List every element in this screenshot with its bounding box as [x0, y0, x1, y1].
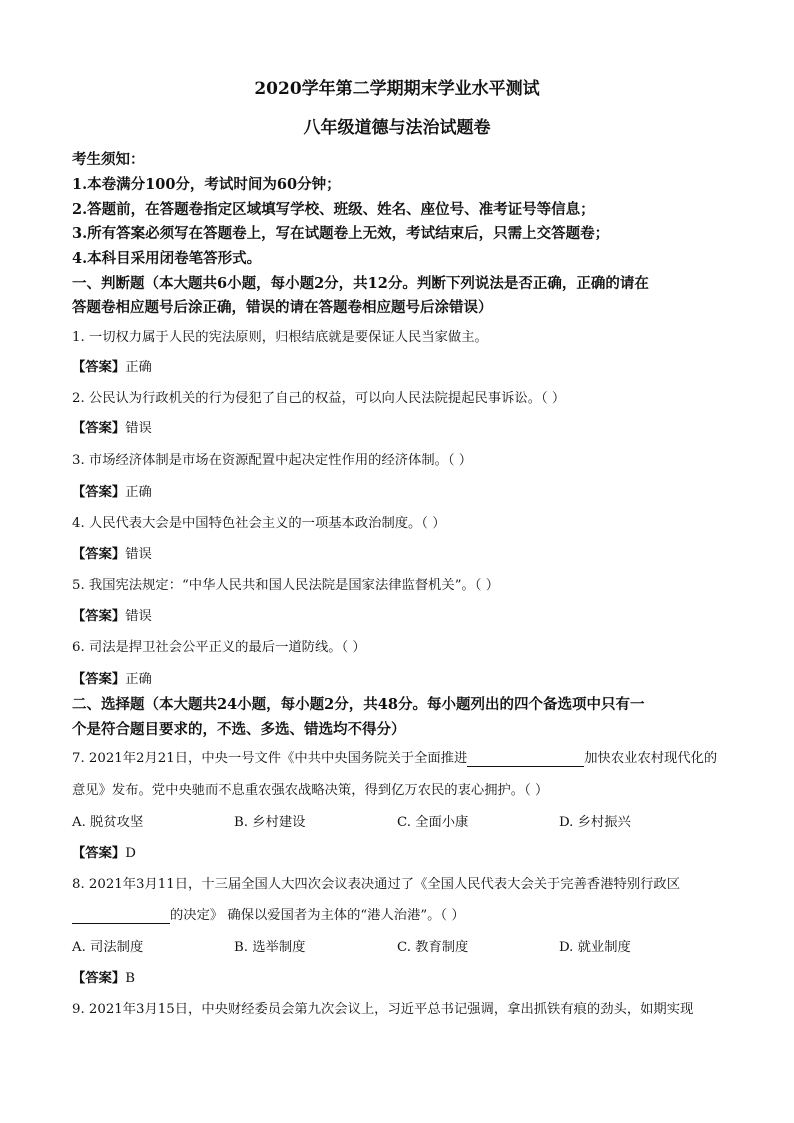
- question-1: 1. 一切权力属于人民的宪法原则，归根结底就是要保证人民当家做主。: [72, 330, 488, 345]
- answer-3: [72, 481, 152, 500]
- section2-heading: 二、选择题（本大题共24小题，每小题2分，共48分。每小题列出的四个备选项中只有一: [72, 696, 645, 713]
- section2-heading-cont: 个是符合题目要求的，不选、多选、错选均不得分）: [72, 721, 406, 738]
- answer-value: 错误: [125, 421, 152, 436]
- question-2: 2. 公民认为行政机关的行为侵犯了自己的权益，可以向人民法院提起民事诉讼。（ ）: [72, 391, 566, 406]
- question-text: 加快农业农村现代化的: [584, 751, 718, 766]
- notice-item: 4.本科目采用闭卷笔答形式。: [72, 250, 262, 267]
- answer-7: [72, 842, 136, 861]
- answer-4: [72, 543, 152, 562]
- option-c: C. 教育制度: [397, 940, 469, 955]
- notice-item: 2.答题前，在答题卷指定区域填写学校、班级、姓名、座位号、准考证号等信息；: [72, 201, 595, 218]
- answer-1: [72, 356, 152, 375]
- question-8: 8. 2021年3月11日，十三届全国人大四次会议表决通过了《全国人民代表大会关于完善香港特别行政区: [72, 877, 681, 892]
- question-7: [72, 747, 717, 767]
- answer-value: 正确: [125, 360, 152, 375]
- page-subtitle: 八年级道德与法治试题卷: [303, 118, 491, 138]
- answer-tag: 【答案】: [72, 421, 126, 436]
- answer-tag: 【答案】: [72, 360, 126, 375]
- answer-value: D: [125, 846, 136, 861]
- option-c: C. 全面小康: [397, 815, 469, 830]
- answer-tag: 【答案】: [72, 672, 126, 687]
- notice-item: 3.所有答案必须写在答题卷上，写在试题卷上无效，考试结束后，只需上交答题卷；: [72, 225, 610, 242]
- answer-6: [72, 668, 152, 687]
- answer-tag: 【答案】: [72, 547, 126, 562]
- answer-tag: 【答案】: [72, 609, 126, 624]
- option-a: A. 司法制度: [72, 940, 144, 955]
- fill-blank: [72, 908, 170, 924]
- option-d: D. 乡村振兴: [559, 815, 631, 830]
- question-text: 7. 2021年2月21日，中央一号文件《中共中央国务院关于全面推进: [72, 751, 468, 766]
- option-b: B. 选举制度: [234, 940, 306, 955]
- page-title: 2020学年第二学期期末学业水平测试: [254, 79, 540, 99]
- question-6: 6. 司法是捍卫社会公平正义的最后一道防线。（ ）: [72, 640, 366, 655]
- notice-heading: 考生须知：: [72, 151, 145, 168]
- question-4: 4. 人民代表大会是中国特色社会主义的一项基本政治制度。（ ）: [72, 516, 446, 531]
- question-8-cont: [72, 904, 465, 924]
- answer-value: B: [125, 971, 135, 986]
- question-9: 9. 2021年3月15日，中央财经委员会第九次会议上，习近平总书记强调，拿出抓铁有痕的劲头，如期实现: [72, 1002, 694, 1017]
- answer-value: 正确: [125, 485, 152, 500]
- question-7-cont: 意见》发布。党中央驰而不息重农强农战略决策，得到亿万农民的衷心拥护。（ ）: [72, 783, 549, 798]
- answer-value: 错误: [125, 547, 152, 562]
- option-b: B. 乡村建设: [234, 815, 306, 830]
- question-3: 3. 市场经济体制是市场在资源配置中起决定性作用的经济体制。（ ）: [72, 453, 473, 468]
- answer-2: [72, 417, 152, 436]
- answer-value: 正确: [125, 672, 152, 687]
- answer-value: 错误: [125, 609, 152, 624]
- option-d: D. 就业制度: [559, 940, 631, 955]
- option-a: A. 脱贫攻坚: [72, 815, 144, 830]
- question-text: 的决定》 确保以爱国者为主体的“港人治港”。（ ）: [170, 908, 465, 923]
- fill-blank: [467, 751, 584, 767]
- notice-item: 1.本卷满分100分，考试时间为60分钟；: [72, 176, 341, 193]
- answer-tag: 【答案】: [72, 846, 126, 861]
- section1-heading-cont: 答题卷相应题号后涂正确，错误的请在答题卷相应题号后涂错误）: [72, 299, 493, 316]
- answer-tag: 【答案】: [72, 485, 126, 500]
- section1-heading: 一、判断题（本大题共6小题，每小题2分，共12分。判断下列说法是否正确，正确的请在: [72, 275, 649, 292]
- answer-5: [72, 605, 152, 624]
- question-5: 5. 我国宪法规定：“中华人民共和国人民法院是国家法律监督机关”。（ ）: [72, 578, 499, 593]
- answer-tag: 【答案】: [72, 971, 126, 986]
- answer-8: [72, 967, 135, 986]
